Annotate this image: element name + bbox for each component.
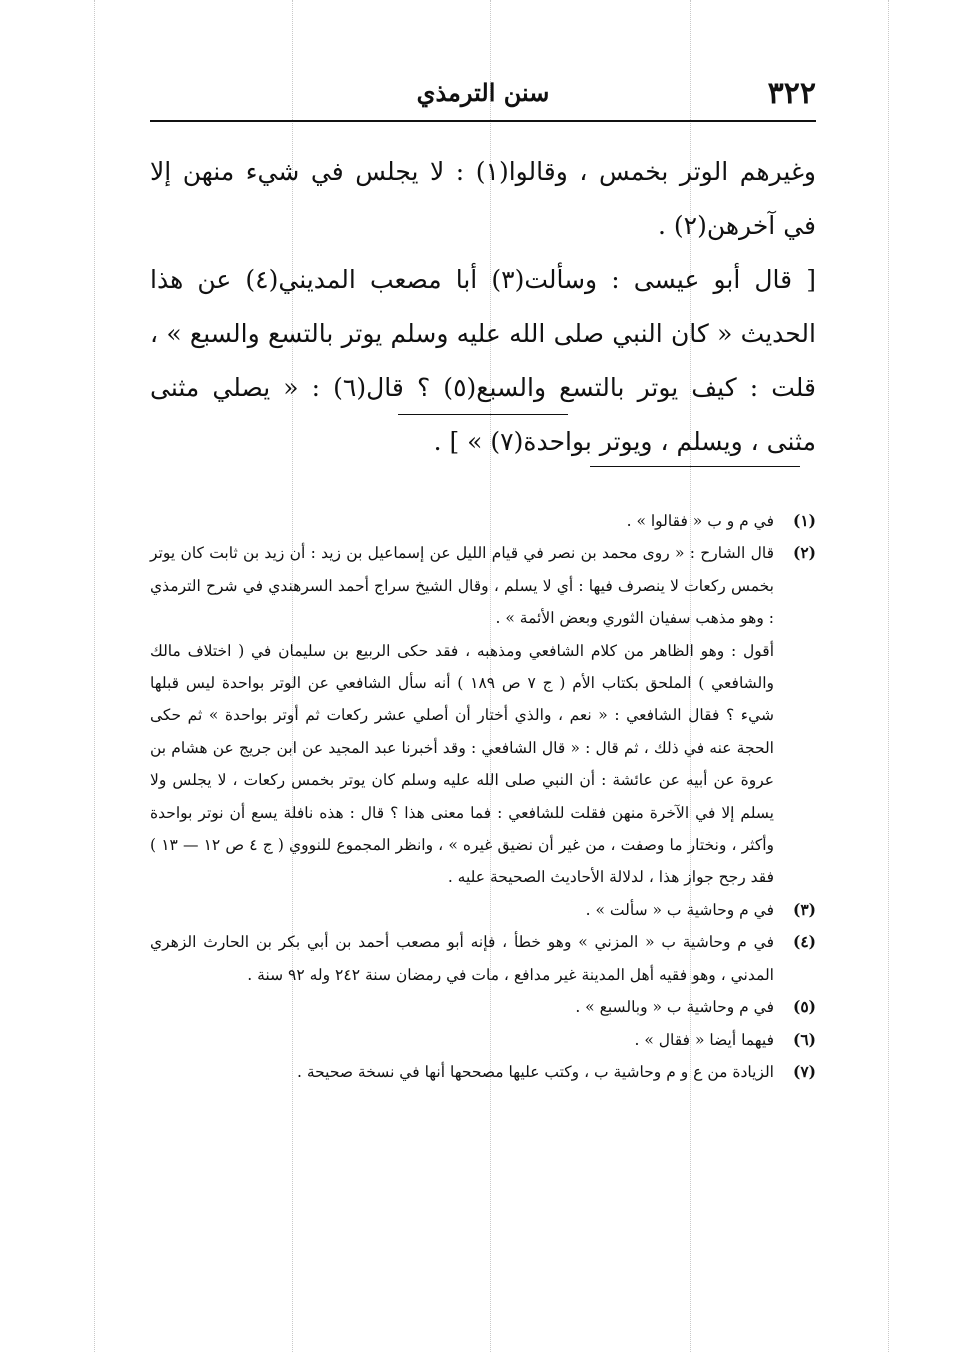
footnote-number: (٤) xyxy=(792,932,816,952)
footnotes xyxy=(150,505,816,1088)
main-paragraph: وغيرهم الوتر بخمس ، وقالوا(١) : لا يجلس في شيء منهن إلا في آخرهن(٢) . xyxy=(150,157,817,240)
section-divider xyxy=(398,414,568,415)
scan-grid-line xyxy=(888,0,889,1352)
main-text xyxy=(150,145,816,469)
footnote xyxy=(150,926,816,991)
page-number: ٣٢٢ xyxy=(767,76,816,111)
scan-grid-line xyxy=(94,0,95,1352)
footnote xyxy=(150,505,816,537)
footnote-number: (٦) xyxy=(792,1029,816,1049)
footnote-text: في م و ب « فقالوا » . xyxy=(626,512,774,530)
footnote-number: (٧) xyxy=(792,1061,816,1081)
footnote-number: (٢) xyxy=(792,543,816,563)
footnote xyxy=(150,991,816,1023)
footnote-text: الزيادة من ع و م وحاشية ب ، وكتب عليها مصححها أنها في نسخة صحيحة . xyxy=(296,1062,774,1081)
running-title: سنن الترمذي xyxy=(416,78,550,107)
footnote xyxy=(150,1056,816,1088)
footnote-text: أقول : وهو الظاهر من كلام الشافعي ومذهبه ، فقد حكى الربيع بن سليمان في ( اختلاف مالك والشافعي ) الملحق بكتاب الأم ( ج ٧ ص ١٨٩ ) أنه سأل الشافعي عن الوتر بواحدة ليس قبلها شيء ؟ فقال الشافعي : « نعم ، والذي أختار أن أصلي عشر ركعات ثم أوتر بواحدة » ثم حكى الحجة عنه في ذلك ، ثم قال : « قال الشافعي : وقد أخبرنا عبد المجيد عن ابن جريج عن هشام بن عروة عن أبيه عن عائشة : أن النبي صلى الله عليه وسلم كان يوتر بخمس ركعات ، لا يجلس ولا يسلم إلا في الآخرة منهن فقلت للشافعي : فما معنى هذا ؟ قال : هذه نافلة يسع أن نوتر بواحدة وأكثر ، ونختار ما وصفت ، من غير أن نضيق غيره » ، وانظر المجموع للنووي ( ج ٤ ص ١٢ — ١٣ ) فقد رجح جواز هذا ، لدلالة الأحاديث الصحيحة عليه . xyxy=(150,641,775,887)
footnote xyxy=(150,537,816,893)
footnote-text: في م وحاشية ب « سألت » . xyxy=(585,900,774,919)
page-header xyxy=(150,70,816,122)
footnote-text: في م وحاشية ب « وبالسبع » . xyxy=(575,998,774,1017)
footnote xyxy=(150,1024,816,1056)
footnote-separator xyxy=(590,466,800,467)
main-paragraph: [ قال أبو عيسى : وسألت(٣) أبا مصعب المديني(٤) عن هذا الحديث « كان النبي صلى الله عليه وسلم يوتر بالتسع والسبع » ، قلت : كيف يوتر بالتسع والسبع(٥) ؟ قال(٦) : « يصلي مثنى مثنى ، ويسلم ، ويوتر بواحدة(٧) » ] . xyxy=(150,265,816,456)
footnote-number: (١) xyxy=(792,511,816,530)
footnote-text: قال الشارح : « روى محمد بن نصر في قيام الليل عن إسماعيل بن زيد : أن زيد بن ثابت كان يوتر بخمس ركعات لا ينصرف فيها : أي لا يسلم ، وقال الشيخ سراج أحمد السرهندي في شرح الترمذي : وهو مذهب سفيان الثوري وبعض الأئمة » . xyxy=(150,544,774,628)
footnote-number: (٥) xyxy=(792,997,816,1017)
footnote-number: (٣) xyxy=(792,899,816,919)
footnote-text: فيهما أيضا « فقال » . xyxy=(634,1030,774,1049)
footnote-text: في م وحاشية ب « المزني » وهو خطأ ، فإنه أبو مصعب أحمد بن أبي بكر بن الحارث الزهري المدني ، وهو فقيه أهل المدينة غير مدافع ، مات في رمضان سنة ٢٤٢ وله ٩٢ سنة . xyxy=(150,933,774,984)
footnote xyxy=(150,894,816,926)
